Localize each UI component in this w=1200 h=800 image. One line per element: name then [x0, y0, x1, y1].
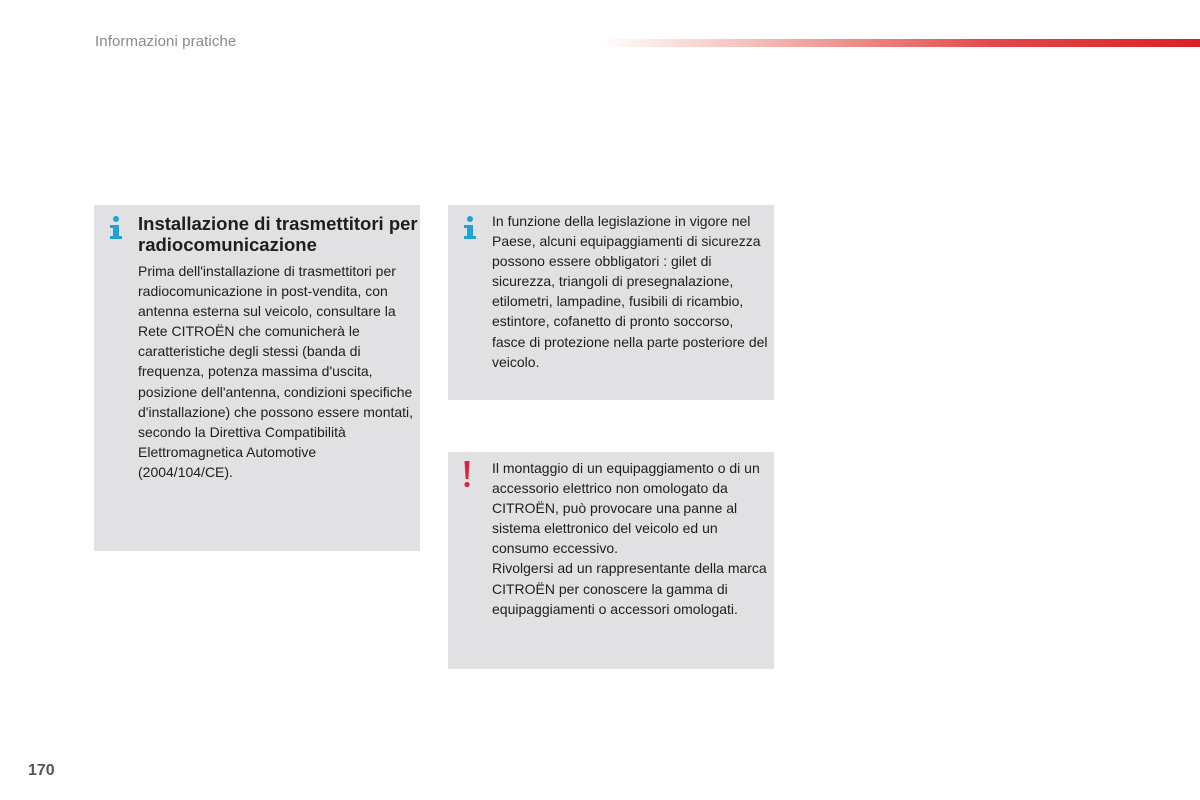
note-box-transmitters	[94, 205, 420, 551]
info-icon	[463, 215, 477, 241]
info-icon	[109, 215, 123, 241]
warning-icon	[460, 460, 474, 488]
note-paragraph: Il montaggio di un equipaggiamento o di un accessorio elettrico non omologato da CITROËN, può provocare una panne al sistema elettronico del veicolo ed un consumo eccessivo.	[492, 460, 760, 557]
page-number: 170	[28, 762, 55, 779]
note-heading: Installazione di trasmettitori per radiocomunicazione	[138, 213, 418, 255]
note-box-mandatory-equipment	[448, 205, 774, 400]
note-body: In funzione della legislazione in vigore nel Paese, alcuni equipaggiamenti di sicurezza possono essere obbligatori : gilet di sicurezza, triangoli di presegnalazione, etilometri, lampadine, fusibili di ricambio, estintore, cofanetto di pronto soccorso, fasce di protezione nella parte posteriore del veicolo.	[492, 213, 768, 370]
note-paragraph: Rivolgersi ad un rappresentante della marca CITROËN per conoscere la gamma di equipaggiamenti o accessori omologati.	[492, 560, 767, 617]
note-body	[492, 458, 768, 619]
note-box-electrical-accessories	[448, 452, 774, 669]
header-accent-bar	[600, 39, 1200, 47]
note-body: Prima dell'installazione di trasmettitori per radiocomunicazione in post-vendita, con antenna esterna sul veicolo, consultare la Rete CITROËN che comunicherà le caratteristiche degli stessi (banda di frequenza, potenza massima d'uscita, posizione dell'antenna, condizioni specifiche d'installazione) che possono essere montati, secondo la Direttiva Compatibilità Elettromagnetica Automotive (2004/104/CE).	[138, 263, 414, 480]
section-title: Informazioni pratiche	[95, 33, 237, 50]
